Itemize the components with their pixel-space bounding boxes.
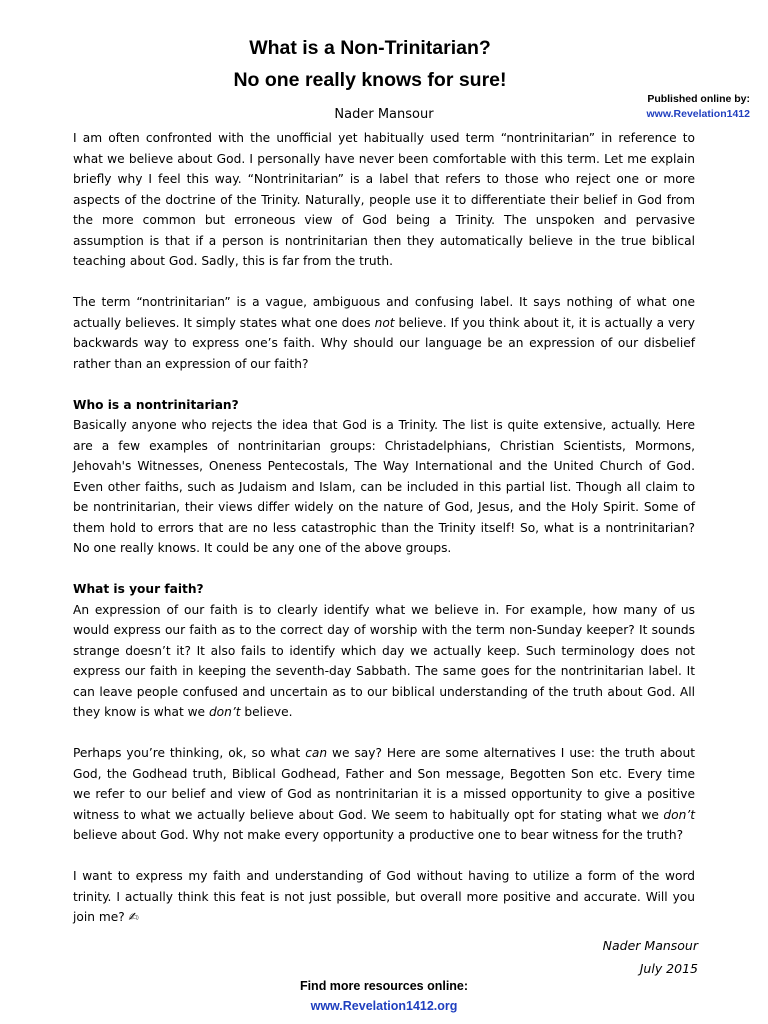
heading-what-is-your-faith: What is your faith?	[73, 582, 204, 596]
footer-label: Find more resources online:	[299, 979, 469, 993]
paragraph-intro: I am often confronted with the unofficial yet habitually used term “nontrinitarian” in reference to what we believe about God. I personally have never been comfortable with this term. Let me explain briefly why I feel this way. “Nontrinitarian” is a label that refers to those who reject one or more aspects of the doctrine of the Trinity. Naturally, people use it to differentiate their belief in God from the more common but erroneous view of God being a Trinity. The unspoken and pervasive assumption is that if a person is nontrinitarian then they automatically believe in the true biblical teaching about God. Sadly, this is far from the truth.	[73, 131, 695, 268]
article-body	[73, 128, 695, 948]
paragraph-faith: An expression of our faith is to clearly identify what we believe in. For example, how many of us would express our faith as to the correct day of worship with the term non-Sunday keeper? It sounds strange doesn’t it? It also fails to identify which day we actually keep. Such terminology does not express our faith in keeping the seventh-day Sabbath. The same goes for the nontrinitarian label. It can leave people confused and uncertain as to our biblical understanding of the truth about God. All they know is what we don’t believe.	[73, 602, 695, 719]
signature-name: Nader Mansour	[602, 938, 698, 953]
published-label: Published online by:	[647, 93, 750, 105]
paragraph-alternatives: Perhaps you’re thinking, ok, so what can we say? Here are some alternatives I use: the truth about God, the Godhead truth, Biblical Godhead, Father and Son message, Begotten Son etc. Every time we refer to our belief and view of God as nontrinitarian it is a missed opportunity to give a positive witness to what we actually believe about God. We seem to habitually opt for stating what we don’t believe about God. Why not make every opportunity a productive one to bear witness for the truth?	[73, 746, 696, 842]
author-name: Nader Mansour	[334, 107, 434, 122]
paragraph-who: Basically anyone who rejects the idea that God is a Trinity. The list is quite extensive, actually. Here are a few examples of nontrinitarian groups: Christadelphians, Christian Scientists, Mormons, Jehovah's Witnesses, Oneness Pentecostals, The Way International and the United Church of God. Even other faiths, such as Judaism and Islam, can be included in this partial list. Though all claim to be nontrinitarian, their views differ widely on the nature of God, Jesus, and the Holy Spirit. Some of them hold to errors that are no less catastrophic than the Trinity itself! So, what is a nontrinitarian? No one really knows. It could be any one of the above groups.	[73, 418, 695, 555]
paragraph-term: The term “nontrinitarian” is a vague, ambiguous and confusing label. It says nothing of what one actually believes. It simply states what one does not believe. If you think about it, it is actually a very backwards way to express one’s faith. Why should our language be an expression of our disbelief rather than an expression of our faith?	[73, 295, 695, 371]
signature-date: July 2015	[639, 961, 698, 976]
published-site-link[interactable]: www.Revelation1412	[646, 108, 750, 120]
page-title: What is a Non-Trinitarian?	[249, 37, 491, 59]
paragraph-closing: I want to express my faith and understanding of God without having to utilize a form of the word trinity. I actually think this feat is not just possible, but overall more positive and accurate. Will you join me? ✍	[73, 869, 695, 924]
page-subtitle: No one really knows for sure!	[233, 69, 507, 91]
heading-who-is-nontrinitarian: Who is a nontrinitarian?	[73, 397, 239, 412]
footer-link[interactable]: www.Revelation1412.org	[310, 999, 458, 1013]
